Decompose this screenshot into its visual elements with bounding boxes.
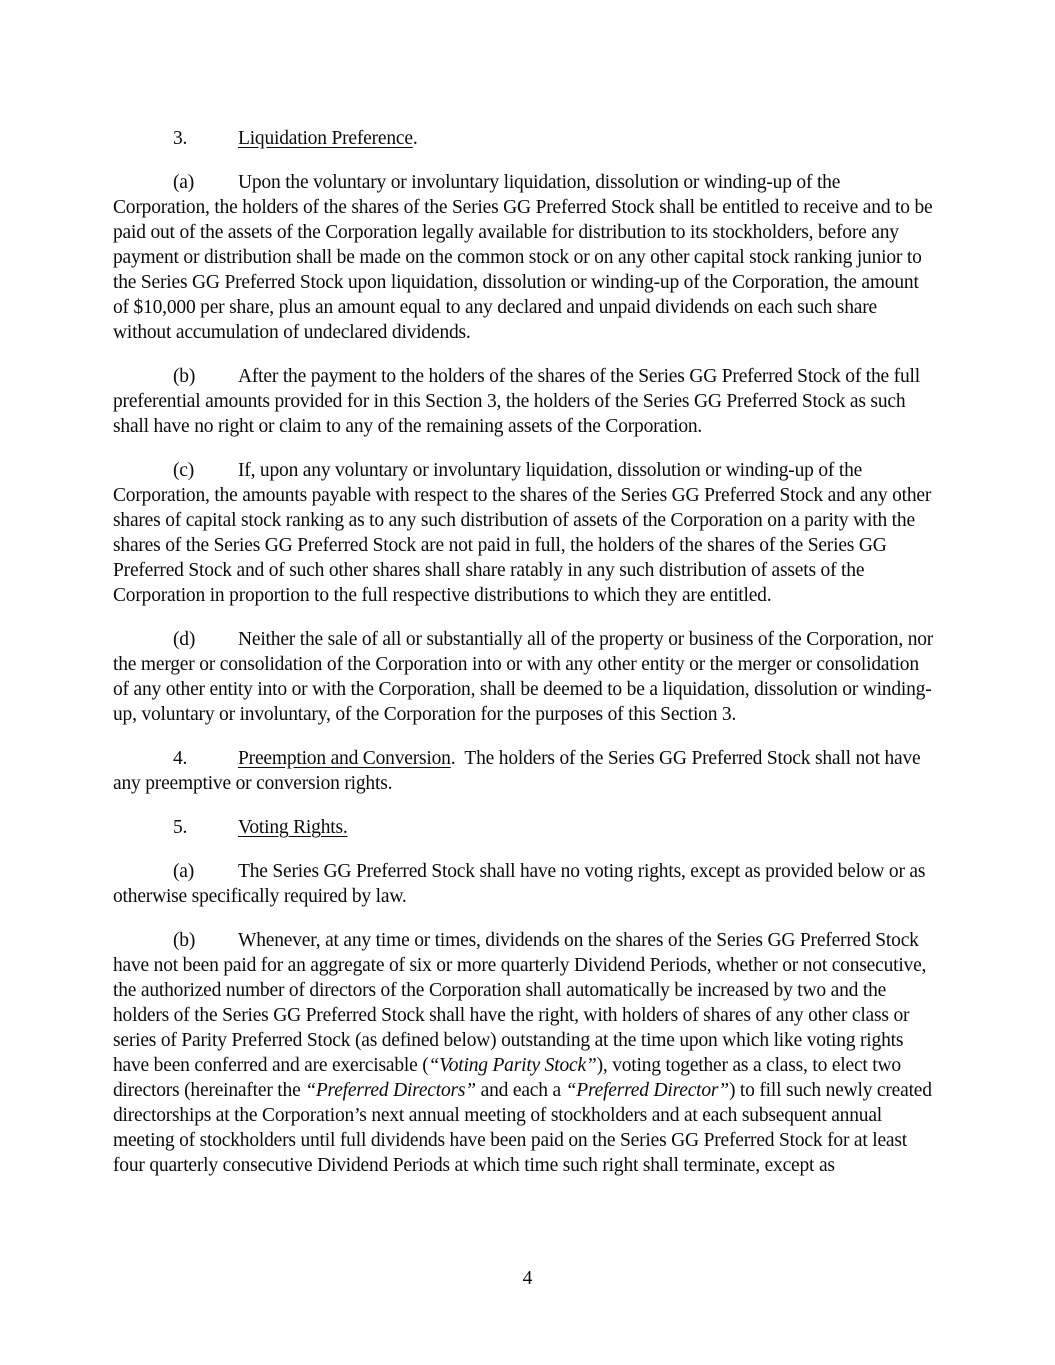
document-body [113,126,937,1197]
paragraph-text: The holders of the Series GG Preferred Stock shall not have any preemptive or conversion rights. [113,748,921,794]
paragraph-text: If, upon any voluntary or involuntary liquidation, dissolution or winding-up of the Corporation, the amounts payable with respect to the shares of the Series GG Preferred Stock and any other shares of capital stock ranking as to any such distribution of assets of the Corporation on a parity with the shares of the Series GG Preferred Stock are not paid in full, the holders of the shares of the Series GG Preferred Stock and of such other shares shall share ratably in any such distribution of assets of the Corporation in proportion to the full respective distributions to which they are entitled. [113,460,932,606]
defined-term-italic: “Voting Parity Stock” [428,1055,597,1076]
paragraph-text: Neither the sale of all or substantially all of the property or business of the Corporation, nor the merger or consolidation of the Corporation into or with any other entity or the merger or consolidation of any other entity into or with the Corporation, shall be deemed to be a liquidation, dissolution or winding-up, voluntary or involuntary, of the Corporation for the purposes of this Section 3. [113,629,934,725]
paragraph-text: ) to fill such newly created directorships at the Corporation’s next annual meeting of stockholders and at each subsequent annual meeting of stockholders until full dividends have been paid on the Series GG Preferred Stock for at least four quarterly consecutive Dividend Periods at which time such right shall terminate, except as [113,1080,932,1176]
section-heading: 4. Preemption and Conversion. The holders of the Series GG Preferred Stock shall not have any preemptive or conversion rights. [113,748,921,794]
page-number-footer [0,1266,1055,1291]
defined-term-italic: “Preferred Directors” [305,1080,476,1101]
paragraph [113,859,937,909]
section-title: Voting Rights. [238,817,348,838]
paragraph [113,627,937,727]
section-heading [113,815,937,840]
paragraph [113,928,937,1178]
section-title: Liquidation Preference [238,128,413,149]
paragraph-text: After the payment to the holders of the shares of the Series GG Preferred Stock of the full preferential amounts provided for in this Section 3, the holders of the Series GG Preferred Stock as such shall have no right or claim to any of the remaining assets of the Corporation. [113,366,920,437]
paragraph-label: 4. [173,748,188,769]
paragraph-label: (d) [173,629,196,650]
paragraph-text: Upon the voluntary or involuntary liquidation, dissolution or winding-up of the Corporation, the holders of the shares of the Series GG Preferred Stock shall be entitled to receive and to be paid out of the assets of the Corporation legally available for distribution to its stockholders, before any payment or distribution shall be made on the common stock or on any other capital stock ranking junior to the Series GG Preferred Stock upon liquidation, dissolution or winding-up of the Corporation, the amount of $10,000 per share, plus an amount equal to any declared and unpaid dividends on each such share without accumulation of undeclared dividends. [113,172,933,343]
paragraph-label: (c) [173,460,195,481]
section-heading: 3. Liquidation Preference. [173,128,418,149]
paragraph-label: 5. [173,817,188,838]
paragraph-text: and each a [475,1080,566,1101]
section-title: Preemption and Conversion [238,748,451,769]
paragraph-label: (b) [173,930,196,951]
paragraph-label: (a) [173,861,195,882]
paragraph-label: 3. [173,128,188,149]
paragraph [113,458,937,608]
defined-term-italic: “Preferred Director” [565,1080,729,1101]
paragraph-text: The Series GG Preferred Stock shall have no voting rights, except as provided below or as otherwise specifically required by law. [113,861,926,907]
paragraph-label: (b) [173,366,196,387]
paragraph [113,364,937,439]
paragraph-text: ), voting together as a class, to elect two directors (hereinafter the [113,1055,901,1101]
paragraph-text: Whenever, at any time or times, dividends on the shares of the Series GG Preferred Stock have not been paid for an aggregate of six or more quarterly Dividend Periods, whether or not consecutive, the authorized number of directors of the Corporation shall automatically be increased by two and the holders of the Series GG Preferred Stock shall have the right, with holders of shares of any other class or series of Parity Preferred Stock (as defined below) outstanding at the time upon which like voting rights have been conferred and are exercisable ( [113,930,927,1076]
paragraph-label: (a) [173,172,195,193]
paragraph [113,170,937,345]
page-number: 4 [522,1268,533,1289]
